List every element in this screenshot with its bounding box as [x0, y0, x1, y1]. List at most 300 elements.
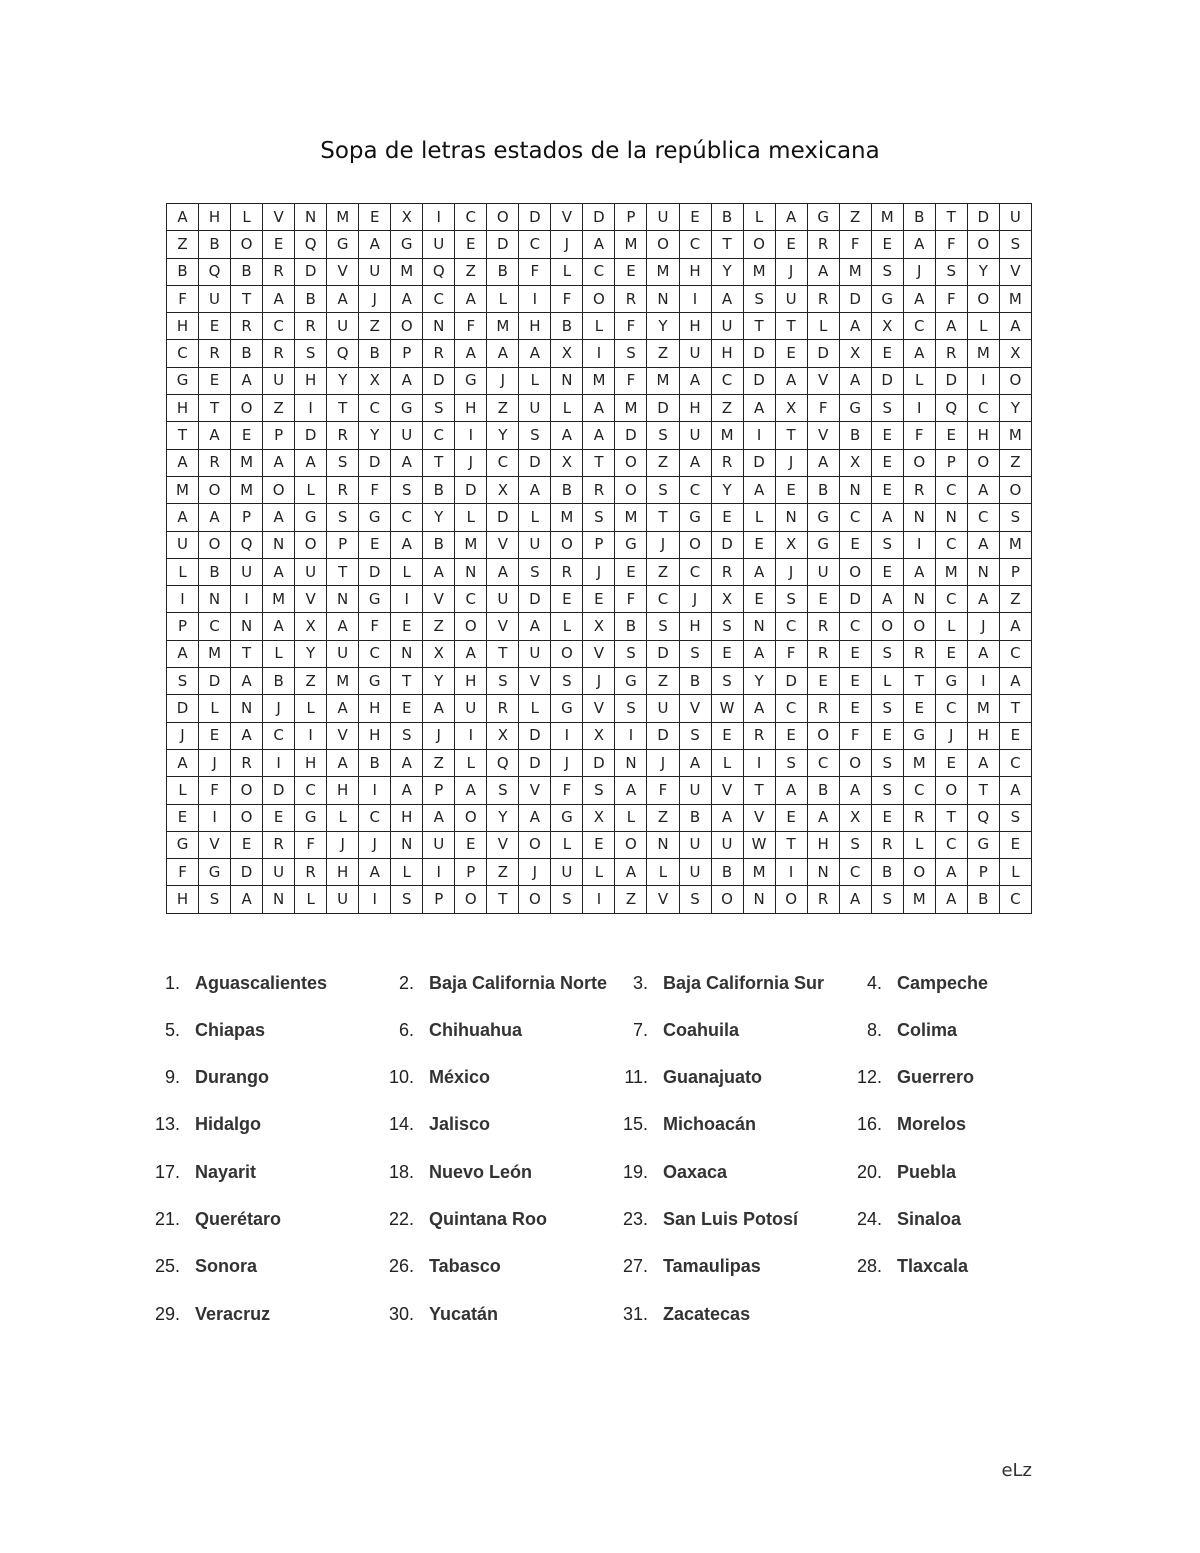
word-list-item: [376, 1104, 610, 1146]
grid-cell: O: [807, 722, 839, 749]
grid-cell: L: [903, 831, 935, 858]
word-name: Quintana Roo: [429, 1208, 548, 1229]
grid-cell: N: [743, 886, 775, 914]
grid-cell: T: [999, 695, 1031, 722]
grid-cell: A: [743, 640, 775, 667]
grid-cell: O: [231, 804, 263, 831]
grid-cell: V: [679, 695, 711, 722]
grid-cell: A: [711, 285, 743, 312]
grid-cell: A: [583, 422, 615, 449]
grid-cell: B: [295, 285, 327, 312]
grid-cell: A: [871, 504, 903, 531]
grid-cell: G: [615, 531, 647, 558]
grid-cell: D: [263, 777, 295, 804]
grid-cell: F: [551, 777, 583, 804]
grid-cell: O: [903, 613, 935, 640]
grid-cell: M: [711, 422, 743, 449]
grid-cell: R: [263, 258, 295, 285]
grid-cell: C: [935, 531, 967, 558]
grid-cell: M: [903, 749, 935, 776]
grid-cell: S: [647, 613, 679, 640]
grid-cell: Y: [711, 258, 743, 285]
grid-cell: E: [359, 204, 391, 231]
grid-cell: S: [839, 831, 871, 858]
grid-cell: X: [295, 613, 327, 640]
grid-cell: B: [711, 204, 743, 231]
grid-cell: A: [743, 395, 775, 422]
word-name: Tabasco: [429, 1256, 501, 1277]
grid-cell: C: [711, 367, 743, 394]
grid-cell: E: [455, 231, 487, 258]
grid-cell: O: [263, 476, 295, 503]
grid-cell: U: [455, 695, 487, 722]
grid-cell: O: [519, 886, 551, 914]
grid-cell: B: [423, 531, 455, 558]
grid-cell: L: [231, 204, 263, 231]
grid-cell: A: [807, 258, 839, 285]
grid-cell: M: [615, 504, 647, 531]
grid-cell: E: [391, 695, 423, 722]
grid-cell: N: [647, 831, 679, 858]
grid-cell: U: [167, 531, 199, 558]
grid-cell: E: [711, 640, 743, 667]
grid-cell: B: [679, 668, 711, 695]
grid-cell: A: [487, 340, 519, 367]
word-name: Tlaxcala: [897, 1256, 969, 1277]
grid-cell: C: [391, 504, 423, 531]
grid-cell: E: [743, 586, 775, 613]
grid-row: [167, 204, 1032, 231]
grid-cell: M: [743, 859, 775, 886]
grid-cell: U: [711, 313, 743, 340]
grid-cell: B: [967, 886, 999, 914]
grid-cell: I: [967, 668, 999, 695]
grid-cell: G: [903, 722, 935, 749]
grid-cell: C: [935, 586, 967, 613]
word-name: Tamaulipas: [663, 1256, 761, 1277]
grid-cell: C: [935, 831, 967, 858]
grid-cell: O: [551, 640, 583, 667]
grid-cell: R: [903, 804, 935, 831]
grid-cell: A: [615, 859, 647, 886]
grid-cell: I: [231, 586, 263, 613]
grid-cell: A: [775, 367, 807, 394]
grid-cell: U: [551, 859, 583, 886]
grid-cell: X: [775, 395, 807, 422]
grid-row: [167, 258, 1032, 285]
grid-cell: D: [647, 395, 679, 422]
grid-cell: Y: [487, 804, 519, 831]
word-list-item: [142, 1104, 376, 1146]
grid-cell: Z: [615, 886, 647, 914]
grid-cell: I: [199, 804, 231, 831]
grid-cell: G: [359, 668, 391, 695]
grid-cell: U: [359, 258, 391, 285]
grid-cell: A: [231, 668, 263, 695]
grid-cell: A: [839, 367, 871, 394]
grid-cell: A: [359, 859, 391, 886]
grid-cell: F: [647, 777, 679, 804]
grid-cell: M: [999, 531, 1031, 558]
word-name: Colima: [897, 1019, 958, 1040]
word-name: San Luis Potosí: [663, 1208, 799, 1229]
grid-cell: R: [263, 340, 295, 367]
grid-cell: M: [199, 640, 231, 667]
grid-cell: U: [487, 586, 519, 613]
grid-cell: S: [391, 476, 423, 503]
word-name: Michoacán: [663, 1114, 757, 1135]
grid-cell: I: [583, 886, 615, 914]
word-name: Sinaloa: [897, 1208, 962, 1229]
grid-cell: N: [231, 613, 263, 640]
grid-cell: H: [295, 367, 327, 394]
grid-cell: A: [743, 558, 775, 585]
grid-cell: H: [807, 831, 839, 858]
grid-cell: C: [967, 395, 999, 422]
grid-cell: I: [743, 749, 775, 776]
grid-cell: T: [743, 777, 775, 804]
word-list-item: [610, 1293, 844, 1335]
grid-cell: M: [999, 422, 1031, 449]
grid-cell: T: [903, 668, 935, 695]
grid-row: [167, 749, 1032, 776]
grid-cell: H: [391, 804, 423, 831]
word-number: 26.: [388, 1256, 414, 1277]
grid-cell: T: [487, 640, 519, 667]
grid-cell: I: [295, 722, 327, 749]
grid-cell: E: [679, 204, 711, 231]
grid-cell: B: [487, 258, 519, 285]
grid-cell: G: [391, 231, 423, 258]
grid-cell: E: [231, 831, 263, 858]
grid-cell: A: [519, 804, 551, 831]
grid-cell: A: [263, 285, 295, 312]
word-name: Guanajuato: [663, 1067, 763, 1088]
grid-cell: U: [711, 831, 743, 858]
grid-cell: S: [327, 449, 359, 476]
grid-cell: B: [231, 340, 263, 367]
word-number: 23.: [622, 1208, 648, 1229]
grid-cell: I: [551, 722, 583, 749]
grid-cell: J: [423, 722, 455, 749]
grid-cell: Z: [423, 613, 455, 640]
word-number: 22.: [388, 1208, 414, 1229]
grid-cell: R: [743, 722, 775, 749]
grid-cell: V: [327, 722, 359, 749]
grid-cell: N: [551, 367, 583, 394]
grid-cell: L: [999, 859, 1031, 886]
grid-cell: M: [903, 886, 935, 914]
word-list-item: [844, 1246, 1078, 1288]
grid-cell: Z: [423, 749, 455, 776]
grid-cell: Z: [647, 340, 679, 367]
grid-cell: N: [807, 859, 839, 886]
word-number: 9.: [164, 1067, 180, 1088]
grid-cell: A: [263, 449, 295, 476]
grid-cell: E: [391, 613, 423, 640]
grid-cell: L: [487, 285, 519, 312]
grid-cell: A: [359, 231, 391, 258]
grid-cell: X: [871, 313, 903, 340]
word-name: Aguascalientes: [195, 972, 328, 993]
grid-cell: T: [231, 285, 263, 312]
grid-cell: R: [711, 558, 743, 585]
grid-cell: E: [839, 640, 871, 667]
grid-cell: G: [295, 804, 327, 831]
grid-cell: I: [743, 422, 775, 449]
grid-cell: H: [679, 313, 711, 340]
word-name: Baja California Norte: [429, 972, 608, 993]
grid-cell: S: [327, 504, 359, 531]
grid-cell: R: [551, 558, 583, 585]
grid-cell: R: [807, 886, 839, 914]
grid-cell: N: [903, 586, 935, 613]
grid-cell: A: [167, 640, 199, 667]
grid-cell: O: [615, 476, 647, 503]
grid-cell: T: [199, 395, 231, 422]
grid-cell: A: [935, 859, 967, 886]
grid-cell: E: [935, 422, 967, 449]
grid-cell: T: [487, 886, 519, 914]
grid-cell: J: [775, 558, 807, 585]
grid-cell: C: [455, 204, 487, 231]
grid-cell: B: [679, 804, 711, 831]
grid-cell: L: [551, 831, 583, 858]
grid-cell: G: [935, 668, 967, 695]
grid-cell: A: [935, 886, 967, 914]
grid-cell: S: [391, 886, 423, 914]
grid-cell: F: [455, 313, 487, 340]
word-name: Morelos: [897, 1114, 967, 1135]
grid-cell: L: [647, 859, 679, 886]
grid-cell: A: [263, 504, 295, 531]
grid-cell: V: [295, 586, 327, 613]
grid-cell: R: [935, 340, 967, 367]
grid-cell: S: [615, 695, 647, 722]
grid-cell: P: [935, 449, 967, 476]
grid-cell: B: [903, 204, 935, 231]
grid-cell: J: [359, 285, 391, 312]
grid-cell: U: [519, 640, 551, 667]
grid-cell: R: [807, 640, 839, 667]
grid-row: [167, 668, 1032, 695]
grid-cell: D: [615, 422, 647, 449]
grid-cell: P: [167, 613, 199, 640]
grid-cell: R: [295, 313, 327, 340]
grid-cell: J: [199, 749, 231, 776]
grid-cell: D: [519, 449, 551, 476]
grid-cell: O: [647, 231, 679, 258]
grid-cell: I: [775, 859, 807, 886]
grid-cell: S: [199, 886, 231, 914]
word-number: 17.: [154, 1161, 180, 1182]
grid-cell: U: [391, 422, 423, 449]
grid-cell: O: [199, 476, 231, 503]
grid-cell: J: [455, 449, 487, 476]
grid-cell: D: [775, 668, 807, 695]
grid-cell: M: [647, 367, 679, 394]
grid-cell: I: [679, 285, 711, 312]
grid-cell: P: [391, 340, 423, 367]
grid-row: [167, 395, 1032, 422]
grid-cell: G: [807, 204, 839, 231]
grid-cell: V: [519, 777, 551, 804]
grid-cell: P: [967, 859, 999, 886]
grid-cell: L: [295, 476, 327, 503]
grid-cell: C: [839, 859, 871, 886]
grid-cell: L: [551, 613, 583, 640]
grid-cell: S: [487, 777, 519, 804]
grid-cell: M: [327, 668, 359, 695]
grid-cell: C: [487, 449, 519, 476]
grid-cell: A: [391, 367, 423, 394]
grid-cell: S: [487, 668, 519, 695]
grid-cell: Q: [423, 258, 455, 285]
grid-cell: O: [199, 531, 231, 558]
grid-cell: S: [871, 640, 903, 667]
grid-cell: E: [807, 668, 839, 695]
page-title: Sopa de letras estados de la república mexicana: [320, 138, 880, 164]
grid-cell: O: [967, 285, 999, 312]
grid-cell: S: [999, 504, 1031, 531]
grid-cell: L: [455, 504, 487, 531]
grid-cell: Y: [423, 504, 455, 531]
grid-cell: Z: [295, 668, 327, 695]
grid-cell: J: [647, 749, 679, 776]
grid-row: [167, 476, 1032, 503]
word-list-item: [610, 1198, 844, 1240]
grid-cell: X: [423, 640, 455, 667]
grid-cell: E: [871, 231, 903, 258]
grid-cell: O: [583, 285, 615, 312]
grid-cell: D: [295, 422, 327, 449]
grid-cell: J: [167, 722, 199, 749]
grid-cell: T: [583, 449, 615, 476]
word-number: 31.: [622, 1303, 648, 1324]
grid-cell: L: [583, 313, 615, 340]
word-number: 13.: [154, 1114, 180, 1135]
grid-cell: R: [263, 831, 295, 858]
grid-cell: C: [519, 231, 551, 258]
grid-cell: B: [167, 258, 199, 285]
grid-cell: J: [903, 258, 935, 285]
grid-cell: H: [199, 204, 231, 231]
grid-cell: V: [583, 695, 615, 722]
grid-cell: I: [455, 722, 487, 749]
grid-cell: Z: [167, 231, 199, 258]
grid-cell: F: [839, 231, 871, 258]
grid-cell: I: [903, 531, 935, 558]
grid-cell: L: [327, 804, 359, 831]
grid-cell: D: [743, 449, 775, 476]
grid-cell: J: [519, 859, 551, 886]
grid-cell: N: [839, 476, 871, 503]
grid-row: [167, 695, 1032, 722]
grid-cell: T: [423, 449, 455, 476]
grid-cell: Z: [711, 395, 743, 422]
grid-cell: N: [199, 586, 231, 613]
grid-cell: J: [647, 531, 679, 558]
grid-cell: N: [423, 313, 455, 340]
grid-cell: D: [455, 476, 487, 503]
grid-cell: M: [871, 204, 903, 231]
grid-cell: O: [903, 449, 935, 476]
grid-cell: P: [583, 531, 615, 558]
word-number: 24.: [856, 1208, 882, 1229]
grid-cell: X: [487, 476, 519, 503]
grid-cell: L: [295, 695, 327, 722]
grid-cell: F: [935, 285, 967, 312]
word-list-item: [844, 1198, 1078, 1240]
grid-cell: X: [711, 586, 743, 613]
grid-cell: B: [423, 476, 455, 503]
grid-cell: F: [295, 831, 327, 858]
grid-cell: U: [775, 285, 807, 312]
word-name: Chihuahua: [429, 1019, 523, 1040]
grid-cell: C: [967, 504, 999, 531]
grid-cell: B: [839, 422, 871, 449]
grid-cell: E: [839, 695, 871, 722]
grid-row: [167, 449, 1032, 476]
grid-cell: N: [263, 531, 295, 558]
grid-cell: L: [967, 313, 999, 340]
word-list-item: [844, 962, 1078, 1004]
grid-cell: L: [167, 558, 199, 585]
grid-cell: N: [775, 504, 807, 531]
word-name: Durango: [195, 1067, 270, 1088]
grid-cell: V: [807, 367, 839, 394]
grid-cell: C: [359, 640, 391, 667]
grid-cell: Y: [711, 476, 743, 503]
grid-cell: C: [455, 586, 487, 613]
grid-cell: D: [807, 340, 839, 367]
grid-cell: A: [263, 558, 295, 585]
grid-cell: R: [807, 613, 839, 640]
grid-cell: E: [807, 586, 839, 613]
grid-cell: L: [711, 749, 743, 776]
grid-cell: Z: [839, 204, 871, 231]
grid-cell: A: [487, 558, 519, 585]
grid-cell: G: [807, 504, 839, 531]
grid-cell: A: [167, 749, 199, 776]
grid-cell: A: [391, 777, 423, 804]
grid-cell: Q: [967, 804, 999, 831]
grid-cell: S: [999, 231, 1031, 258]
grid-cell: M: [583, 367, 615, 394]
grid-cell: N: [327, 586, 359, 613]
grid-cell: U: [327, 313, 359, 340]
grid-cell: D: [519, 204, 551, 231]
word-list-item: [610, 1246, 844, 1288]
grid-cell: A: [967, 749, 999, 776]
grid-cell: R: [199, 449, 231, 476]
grid-cell: G: [199, 859, 231, 886]
grid-cell: A: [935, 313, 967, 340]
word-number: 28.: [856, 1256, 882, 1277]
word-list-item: [142, 1198, 376, 1240]
grid-cell: I: [295, 395, 327, 422]
grid-cell: E: [583, 831, 615, 858]
grid-cell: C: [839, 504, 871, 531]
grid-cell: Z: [359, 313, 391, 340]
grid-cell: E: [711, 722, 743, 749]
word-name: Hidalgo: [195, 1114, 262, 1135]
grid-row: [167, 504, 1032, 531]
grid-cell: D: [359, 558, 391, 585]
grid-row: [167, 422, 1032, 449]
grid-cell: N: [743, 613, 775, 640]
grid-cell: J: [967, 613, 999, 640]
